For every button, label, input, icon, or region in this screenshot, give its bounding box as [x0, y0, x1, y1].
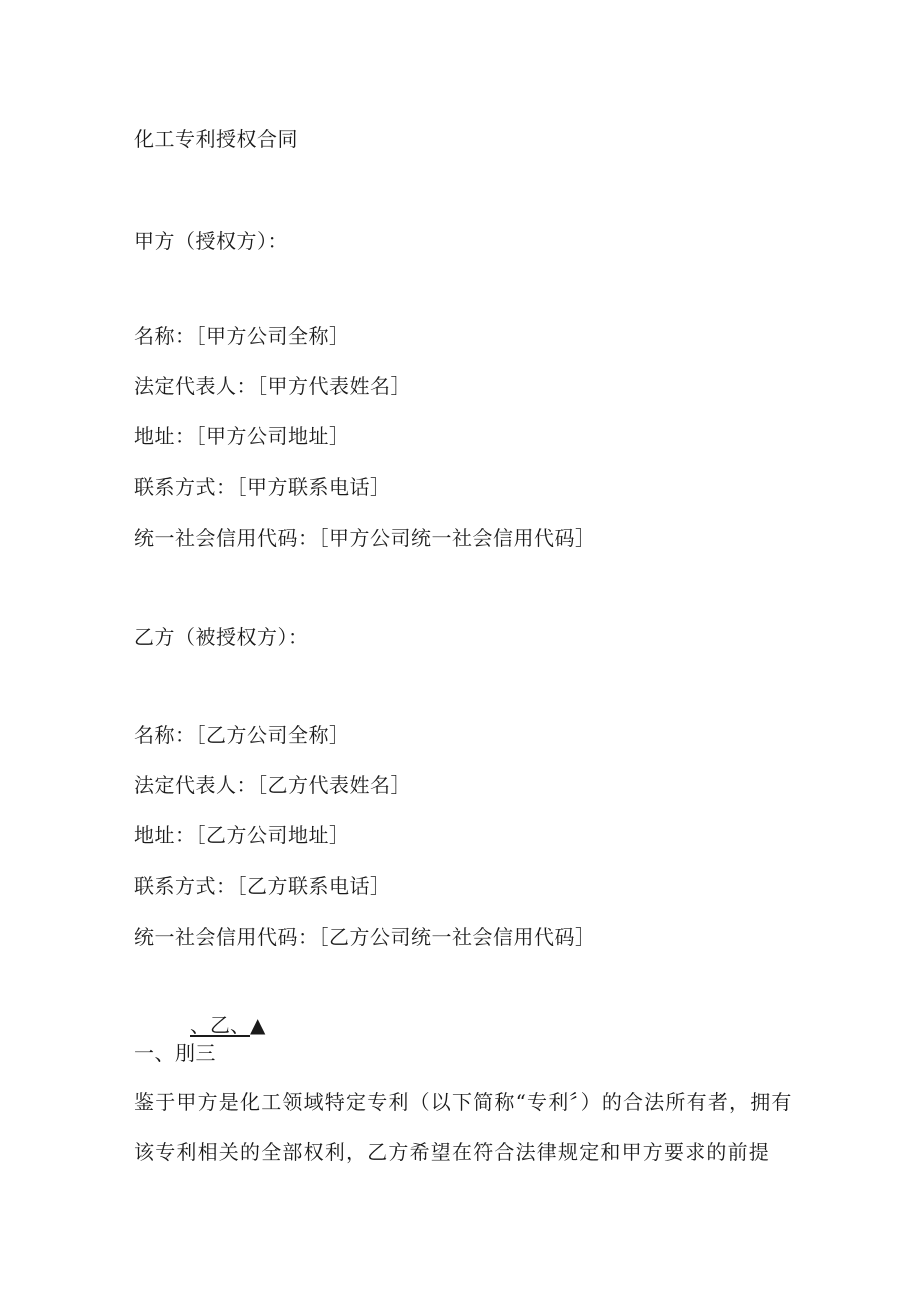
party-a-representative: 法定代表人：［甲方代表姓名］ — [134, 374, 411, 398]
party-a-credit-code: 统一社会信用代码：［甲方公司统一社会信用代码］ — [134, 526, 596, 550]
party-a-heading: 甲方（授权方）： — [134, 229, 288, 253]
section-one-paragraph-line-2: 该专利相关的全部权利，乙方希望在符合法律规定和甲方要求的前提 — [134, 1140, 770, 1164]
party-b-heading: 乙方（被授权方）： — [134, 625, 309, 649]
section-heading-underlined-marks: 、乙、 — [190, 1013, 250, 1037]
party-a-name: 名称：［甲方公司全称］ — [134, 324, 350, 348]
party-b-contact: 联系方式：［乙方联系电话］ — [134, 874, 391, 898]
triangle-icon: ▲ — [250, 1013, 266, 1037]
party-a-address: 地址：［甲方公司地址］ — [134, 424, 350, 448]
party-b-representative: 法定代表人：［乙方代表姓名］ — [134, 773, 411, 797]
party-b-name: 名称：［乙方公司全称］ — [134, 723, 350, 747]
party-a-contact: 联系方式：［甲方联系电话］ — [134, 475, 391, 499]
document-title: 化工专利授权合同 — [134, 127, 298, 151]
section-one-paragraph-line-1: 鉴于甲方是化工领域特定专利（以下简称“专利〞）的合法所有者，拥有 — [134, 1090, 793, 1114]
section-heading-marks — [190, 1012, 265, 1038]
party-b-address: 地址：［乙方公司地址］ — [134, 823, 350, 847]
section-one-heading: 一、刖三 — [134, 1041, 216, 1065]
party-b-credit-code: 统一社会信用代码：［乙方公司统一社会信用代码］ — [134, 925, 596, 949]
